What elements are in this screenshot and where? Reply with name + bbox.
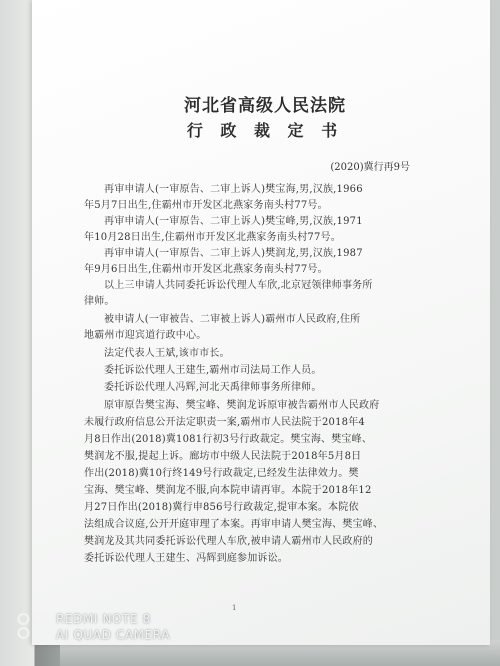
body-line: 再审申请人(一审原告、二审上诉人)樊宝峰,男,汉族,1971	[104, 216, 363, 227]
body-line: 年5月7日出生,住霸州市开发区北燕家务南头村77号。	[84, 200, 328, 211]
stacked-paper-edge	[0, 0, 35, 666]
body-line: 委托诉讼代理人冯辉,河北天禹律师事务所律师。	[104, 382, 322, 393]
body-line: 樊润龙及其共同委托诉讼代理人车欣,被申请人霸州市人民政府的	[84, 536, 373, 547]
body-line: 樊润龙不服,提起上诉。廊坊市中级人民法院于2018年5月8日	[84, 451, 362, 462]
body-line: 年9月6日出生,住霸州市开发区北燕家务南头村77号。	[84, 264, 328, 275]
body-line: 委托诉讼代理人王建生、冯辉到庭参加诉讼。	[84, 553, 288, 564]
camera-model-label: REDMI NOTE 8	[56, 612, 151, 626]
page-number: 1	[232, 604, 237, 612]
court-name: 河北省高级人民法院	[184, 96, 346, 116]
body-line: 未履行政府信息公开法定职责一案,霸州市人民法院于2018年4	[84, 417, 365, 428]
body-line: 原审原告樊宝海、樊宝峰、樊润龙诉原审被告霸州市人民政府	[104, 400, 380, 411]
body-line: 月8日作出(2018)冀1081行初3号行政裁定。樊宝海、樊宝峰、	[84, 434, 373, 445]
body-line: 被申请人(一审被告、二审被上诉人)霸州市人民政府,住所	[104, 314, 361, 325]
body-line: 作出(2018)冀10行终149号行政裁定,已经发生法律效力。樊	[84, 468, 359, 479]
body-line: 再审申请人(一审原告、二审上诉人)樊润龙,男,汉族,1987	[104, 248, 363, 259]
body-line: 宝海、樊宝峰、樊润龙不服,向本院申请再审。本院于2018年12	[84, 485, 372, 496]
camera-feature-label: AI QUAD CAMERA	[56, 628, 171, 642]
document-type-title: 行 政 裁 定 书	[186, 121, 344, 140]
body-line: 年10月28日出生,住霸州市开发区北燕家务南头村77号。	[84, 232, 341, 243]
body-line: 委托诉讼代理人王建生,霸州市司法局工作人员。	[104, 365, 322, 376]
quad-camera-logo-icon	[16, 612, 46, 640]
body-line: 法组成合议庭,公开开庭审理了本案。再审申请人樊宝海、樊宝峰、	[84, 519, 384, 530]
body-line: 法定代表人王斌,该市市长。	[104, 348, 230, 359]
body-line: 律师。	[84, 296, 115, 307]
body-line: 地霸州市迎宾道行政中心。	[84, 330, 207, 341]
body-line: 再审申请人(一审原告、二审上诉人)樊宝海,男,汉族,1966	[104, 184, 363, 195]
case-number: (2020)冀行再9号	[330, 162, 410, 173]
body-line: 以上三申请人共同委托诉讼代理人车欣,北京冠领律师事务所	[104, 280, 373, 291]
body-line: 月27日作出(2018)冀行申856号行政裁定,提审本案。本院依	[84, 502, 359, 513]
